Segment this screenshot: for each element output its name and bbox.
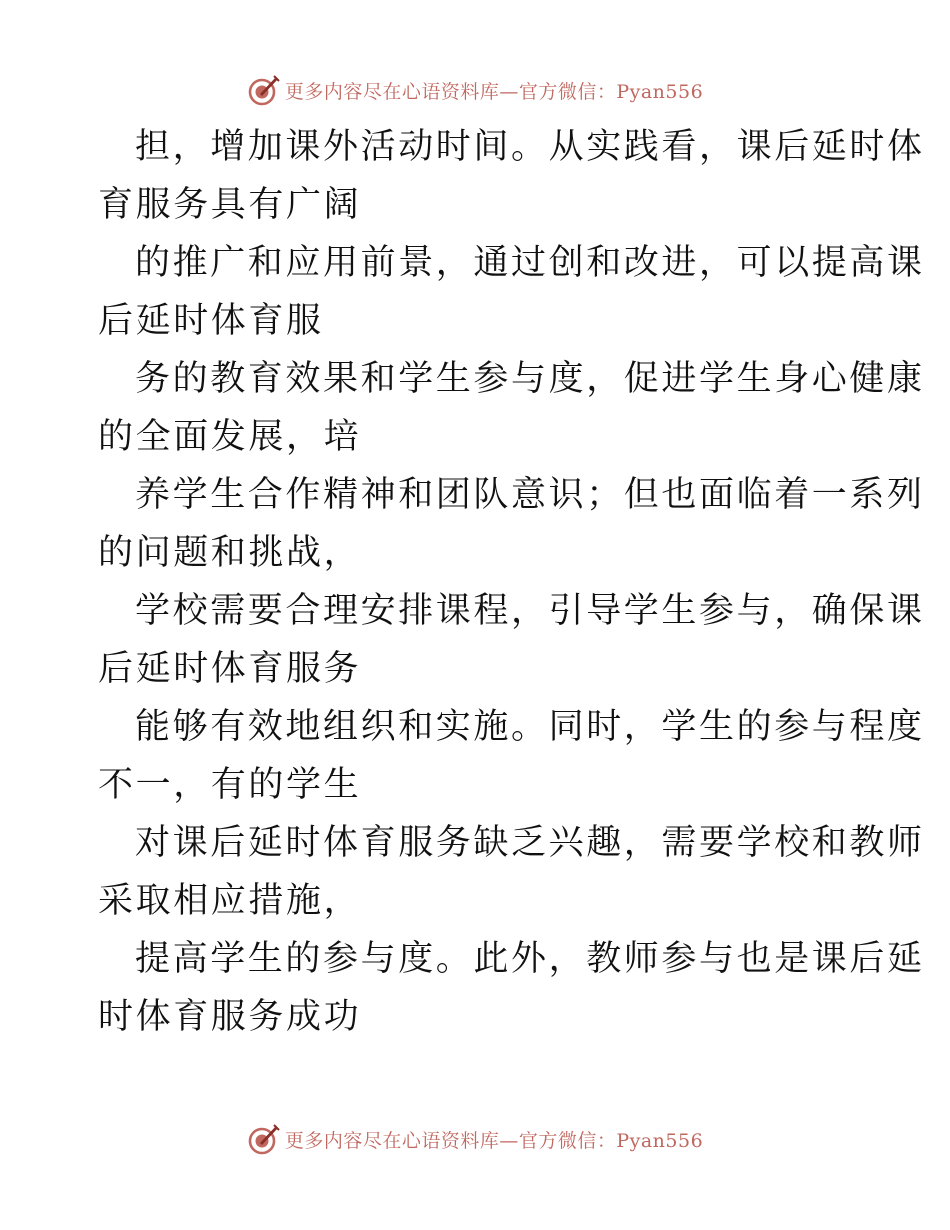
paragraph-line: 务的教育效果和学生参与度，促进学生身心健康 (135, 359, 925, 399)
paragraph-line: 养学生合作精神和团队意识；但也面临着一系列 (135, 475, 925, 515)
paragraph-line: 的全面发展，培 (98, 417, 362, 457)
paragraph-line: 时体育服务成功 (98, 997, 362, 1037)
paragraph (98, 814, 925, 930)
paragraph-line: 的问题和挑战， (98, 533, 362, 573)
paragraph-line: 不一，有的学生 (98, 765, 362, 805)
paragraph (98, 582, 925, 698)
paragraph (98, 118, 925, 234)
banner-text: 更多内容尽在心语资料库—官方微信：Pyan556 (284, 80, 704, 103)
paragraph (98, 234, 925, 350)
banner-text: 更多内容尽在心语资料库—官方微信：Pyan556 (284, 1129, 704, 1152)
footer-banner (0, 1117, 950, 1161)
paragraph-line: 对课后延时体育服务缺乏兴趣，需要学校和教师 (135, 823, 925, 863)
paragraph-line: 后延时体育服务 (98, 649, 362, 689)
header-banner (0, 68, 950, 112)
paragraph (98, 698, 925, 814)
paragraph (98, 350, 925, 466)
document-body (98, 118, 925, 1046)
quill-seal-icon (247, 1122, 281, 1156)
paragraph-line: 的推广和应用前景，通过创和改进，可以提高课 (135, 243, 925, 283)
paragraph-line: 学校需要合理安排课程，引导学生参与，确保课 (135, 591, 925, 631)
paragraph-line: 能够有效地组织和实施。同时，学生的参与程度 (135, 707, 925, 747)
paragraph-line: 采取相应措施， (98, 881, 362, 921)
paragraph-line: 担，增加课外活动时间。从实践看，课后延时体 (135, 127, 925, 167)
paragraph (98, 466, 925, 582)
paragraph-line: 育服务具有广阔 (98, 185, 362, 225)
paragraph-line: 后延时体育服 (98, 301, 324, 341)
paragraph (98, 930, 925, 1046)
quill-seal-icon (247, 73, 281, 107)
paragraph-line: 提高学生的参与度。此外，教师参与也是课后延 (135, 939, 925, 979)
